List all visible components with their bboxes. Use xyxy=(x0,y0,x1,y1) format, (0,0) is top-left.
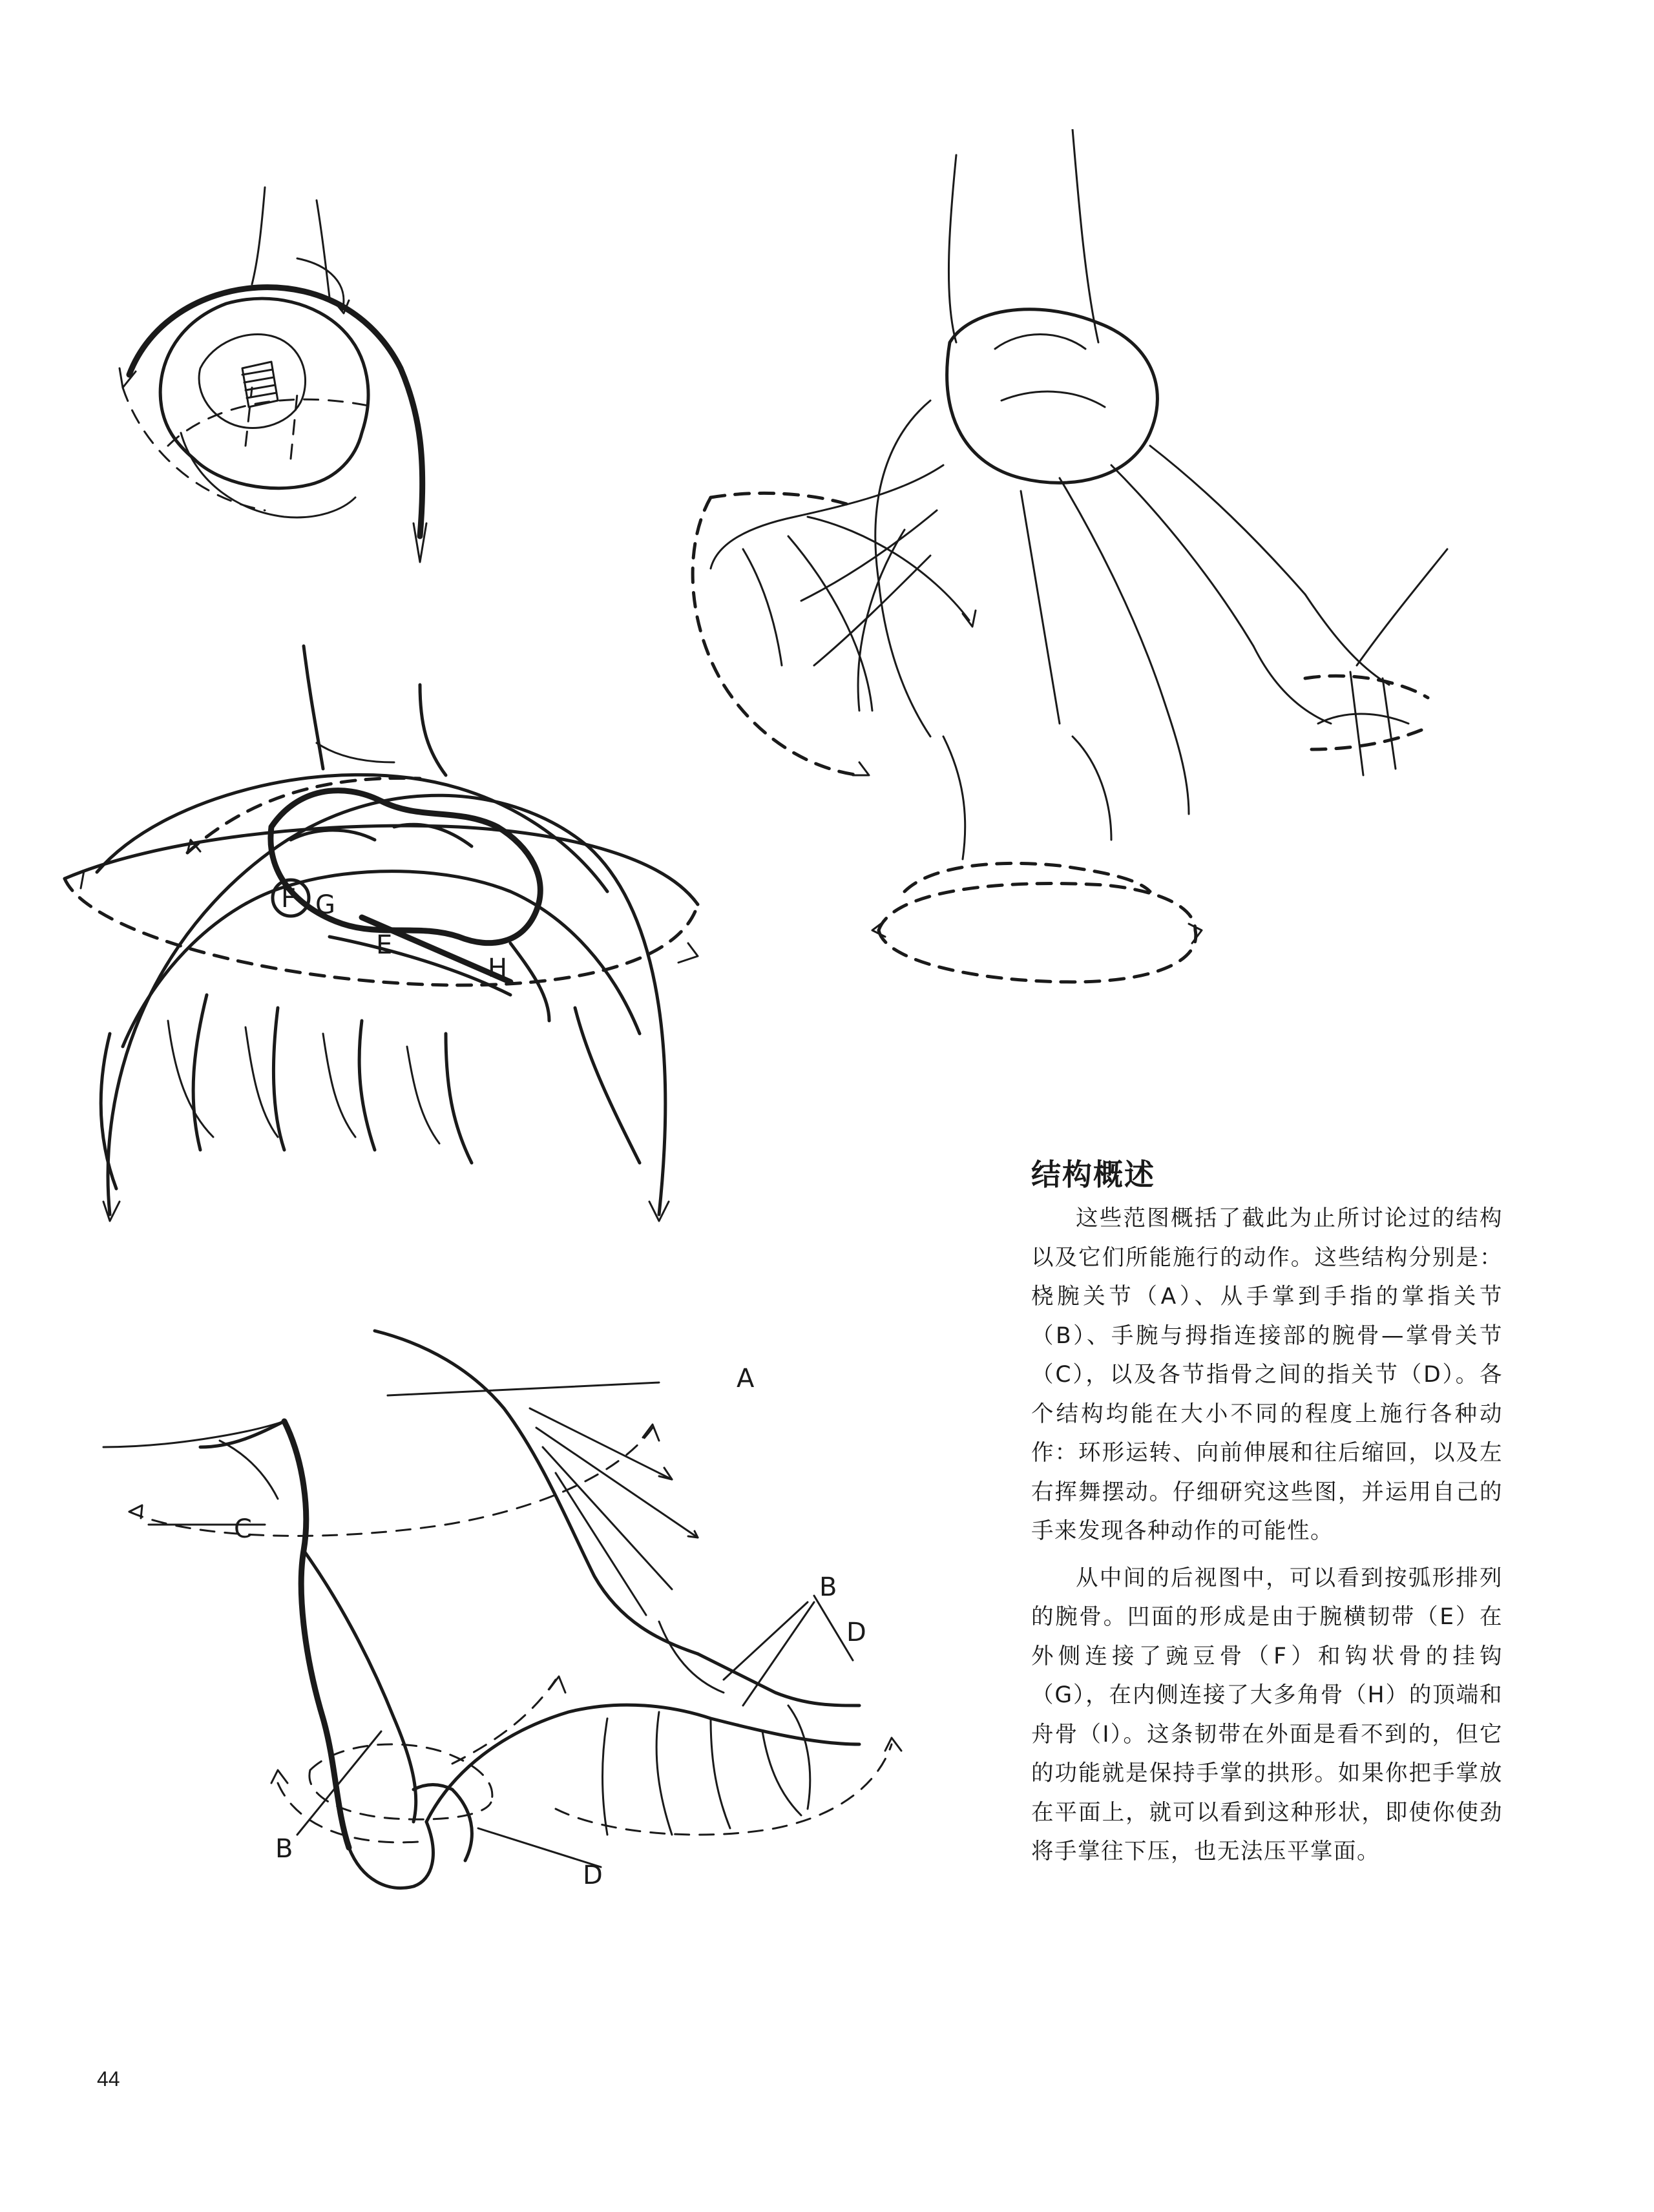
hand-sketch-top-right xyxy=(659,129,1518,1047)
label-d-lower: D xyxy=(583,1861,603,1890)
hand-sketch-side-view xyxy=(90,1318,930,1906)
figure-middle-hand-back-view xyxy=(58,633,711,1273)
page-number: 44 xyxy=(97,2067,120,2091)
figure-top-right-hand xyxy=(659,129,1518,1047)
label-c: C xyxy=(234,1514,252,1544)
text-block xyxy=(1031,1151,1503,1872)
label-a: A xyxy=(737,1364,755,1393)
figure-top-left-hand xyxy=(103,174,465,588)
section-heading: 结构概述 xyxy=(1031,1157,1155,1192)
label-f: F xyxy=(281,884,297,913)
label-g: G xyxy=(315,890,335,920)
label-b-lower: B xyxy=(275,1834,293,1864)
hand-sketch-carpal-arch xyxy=(58,633,711,1273)
hand-sketch-top-left xyxy=(103,174,465,588)
figure-bottom-hand-side-view xyxy=(90,1318,930,1906)
paragraph-1: 这些范图概括了截此为止所讨论过的结构以及它们所能施行的动作。这些结构分别是：桡腕关节（A）、从手掌到手指的掌指关节（B）、手腕与拇指连接部的腕骨—掌骨关节（C），以及各节指骨之间的指关节（D）。各个结构均能在大小不同的程度上施行各种动作：环形运转、向前伸展和往后缩回，以及左右挥舞摆动。仔细研究这些图，并运用自己的手来发现各种动作的可能性。 xyxy=(1031,1205,1503,1544)
label-d-upper: D xyxy=(846,1618,866,1647)
paragraph-2: 从中间的后视图中，可以看到按弧形排列的腕骨。凹面的形成是由于腕横韧带（E）在外侧连接了豌豆骨（F）和钩状骨的挂钩（G），在内侧连接了大多角骨（H）的顶端和舟骨（I）。这条韧带在外面是看不到的，但它的功能就是保持手掌的拱形。如果你把手掌放在平面上，就可以看到这种形状，即使你使劲将手掌往下压，也无法压平掌面。 xyxy=(1031,1565,1503,1864)
label-e: E xyxy=(376,930,393,960)
label-b-upper: B xyxy=(819,1572,837,1602)
label-h: H xyxy=(488,954,508,983)
